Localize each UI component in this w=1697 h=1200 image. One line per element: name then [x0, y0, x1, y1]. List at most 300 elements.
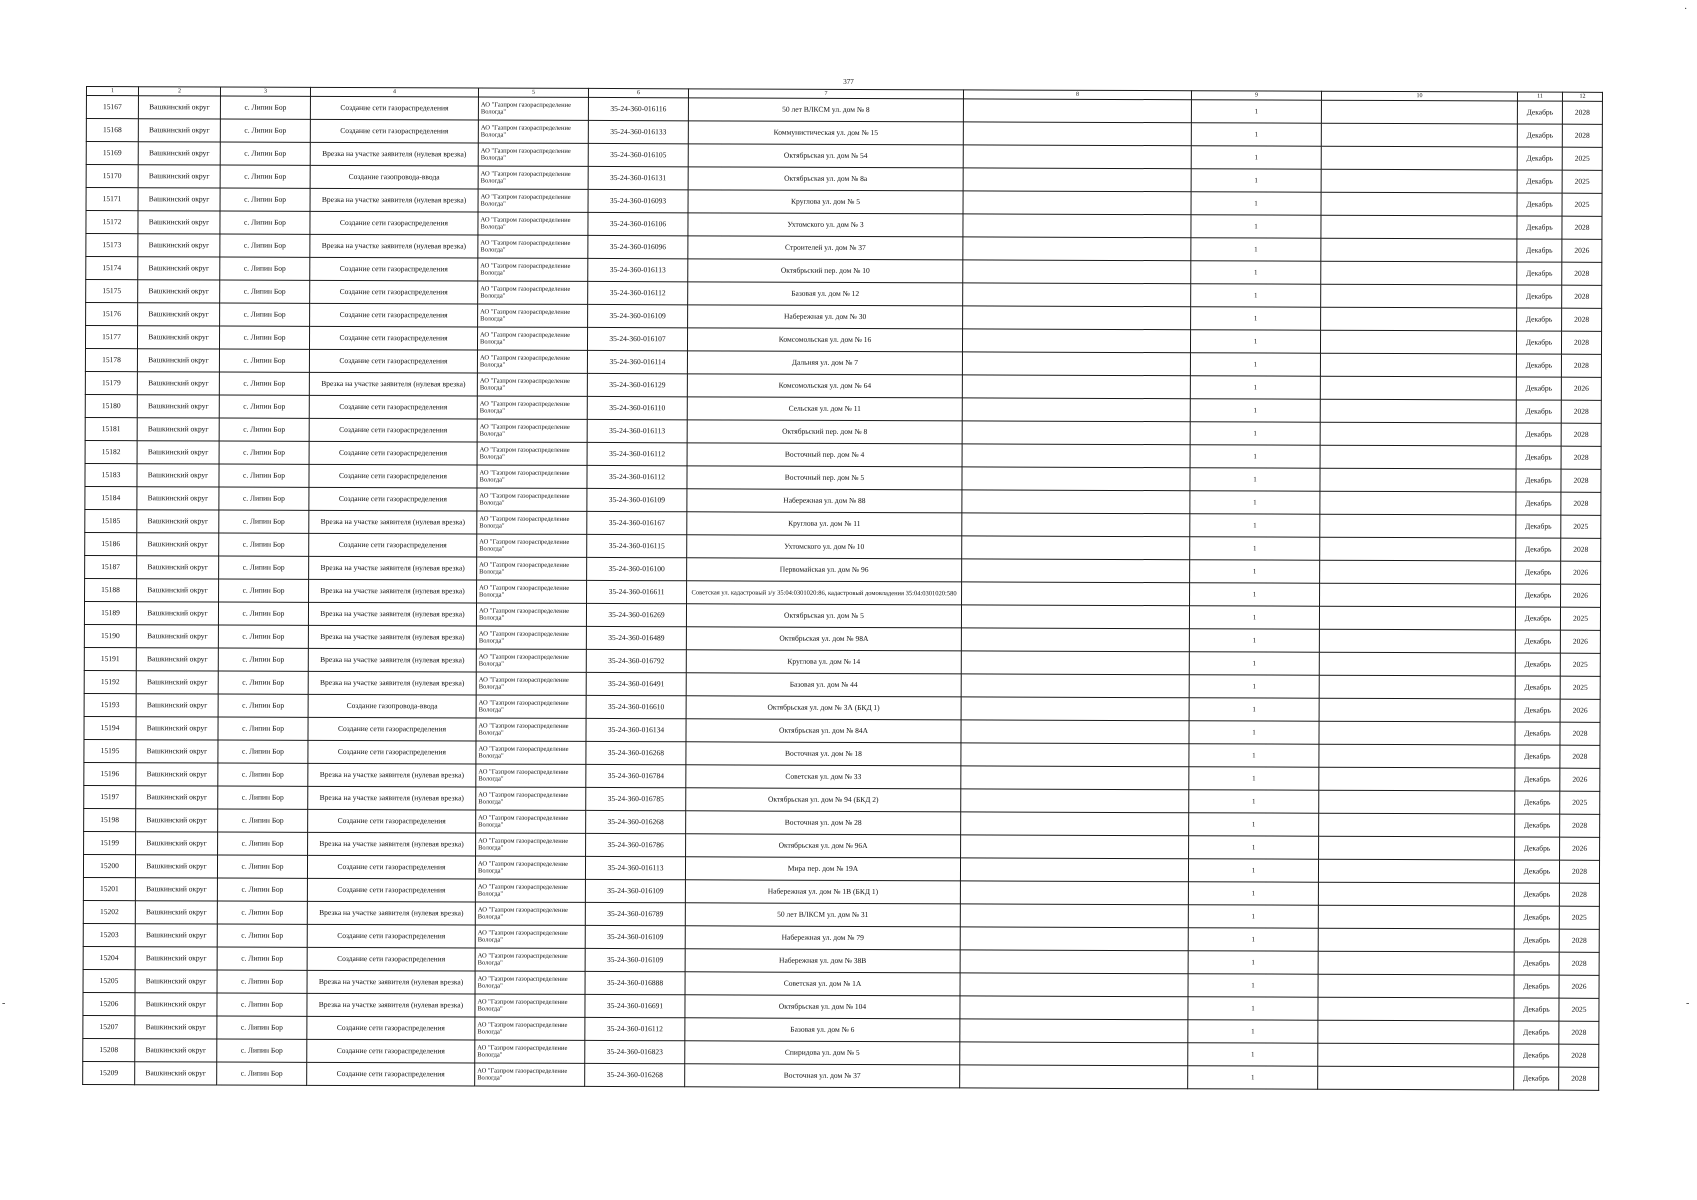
- cell-locality: с. Липин Бор: [218, 809, 308, 832]
- cell-work-type: Создание сети газораспределения: [307, 1039, 475, 1063]
- cell-month: Декабрь: [1515, 837, 1560, 860]
- cell-work-type: Создание сети газораспределения: [307, 1062, 475, 1086]
- cell-locality: с. Липин Бор: [220, 303, 310, 326]
- cell-month: Декабрь: [1517, 216, 1562, 239]
- cell-count: 1: [1190, 560, 1320, 583]
- cell-count: 1: [1191, 123, 1321, 146]
- header-col-code: 6: [588, 88, 688, 97]
- cell-operator: АО "Газпром газораспределение Вологда": [478, 97, 588, 120]
- cell-locality: с. Липин Бор: [217, 878, 307, 901]
- header-col-address: 7: [688, 89, 963, 99]
- cell-10: [1318, 997, 1514, 1021]
- cell-count: 1: [1189, 629, 1319, 652]
- cell-year: 2028: [1561, 354, 1601, 377]
- cell-work-type: Врезка на участке заявителя (нулевая врезка): [310, 142, 478, 166]
- cell-count: 1: [1191, 261, 1321, 284]
- cell-code: 35-24-360-016113: [585, 856, 685, 879]
- cell-address: Строителей ул. дом № 37: [688, 236, 963, 260]
- cell-locality: с. Липин Бор: [219, 556, 309, 579]
- cell-year: 2028: [1560, 814, 1600, 837]
- cell-year: 2028: [1561, 492, 1601, 515]
- cell-code: 35-24-360-016823: [585, 1040, 685, 1063]
- cell-code: 35-24-360-016112: [585, 1017, 685, 1040]
- cell-operator: АО "Газпром газораспределение Вологда": [476, 672, 586, 695]
- cell-code: 35-24-360-016133: [588, 120, 688, 143]
- cell-year: 2026: [1559, 975, 1599, 998]
- cell-district: Вашкинский округ: [138, 211, 220, 234]
- cell-8: [962, 490, 1190, 514]
- cell-address: Набережная ул. дом № 88: [687, 489, 962, 513]
- cell-address: Комсомольская ул. дом № 16: [687, 328, 962, 352]
- cell-locality: с. Липин Бор: [217, 1016, 307, 1039]
- cell-number: 15204: [83, 946, 135, 969]
- cell-count: 1: [1188, 1020, 1318, 1043]
- cell-district: Вашкинский округ: [135, 947, 217, 970]
- cell-code: 35-24-360-016109: [588, 304, 688, 327]
- cell-address: Восточная ул. дом № 28: [686, 811, 961, 835]
- cell-code: 35-24-360-016888: [585, 971, 685, 994]
- cell-8: [962, 467, 1190, 491]
- cell-number: 15175: [86, 280, 138, 303]
- cell-address: Октябрьская ул. дом № 54: [688, 144, 963, 168]
- table-row: [83, 1061, 1599, 1090]
- cell-number: 15189: [84, 601, 136, 624]
- cell-year: 2026: [1560, 699, 1600, 722]
- cell-10: [1318, 1066, 1514, 1090]
- cell-work-type: Создание сети газораспределения: [307, 878, 475, 902]
- cell-district: Вашкинский округ: [137, 556, 219, 579]
- cell-month: Декабрь: [1517, 147, 1562, 170]
- cell-number: 15206: [83, 992, 135, 1015]
- cell-count: 1: [1189, 606, 1319, 629]
- cell-8: [961, 812, 1189, 836]
- cell-month: Декабрь: [1516, 400, 1561, 423]
- cell-number: 15170: [86, 165, 138, 188]
- cell-count: 1: [1188, 859, 1318, 882]
- cell-8: [960, 973, 1188, 997]
- cell-month: Декабрь: [1514, 975, 1559, 998]
- cell-address: Октябрьская ул. дом № 98А: [686, 627, 961, 651]
- cell-month: Декабрь: [1516, 331, 1561, 354]
- cell-count: 1: [1191, 146, 1321, 169]
- cell-code: 35-24-360-016109: [585, 925, 685, 948]
- cell-month: Декабрь: [1516, 469, 1561, 492]
- cell-year: 2028: [1561, 400, 1601, 423]
- cell-district: Вашкинский округ: [136, 832, 218, 855]
- cell-locality: с. Липин Бор: [217, 993, 307, 1016]
- cell-10: [1320, 376, 1516, 400]
- cell-count: 1: [1190, 399, 1320, 422]
- cell-address: Комсомольская ул. дом № 64: [687, 374, 962, 398]
- cell-year: 2028: [1559, 883, 1599, 906]
- cell-number: 15180: [85, 394, 137, 417]
- cell-month: Декабрь: [1517, 170, 1562, 193]
- cell-address: Круглова ул. дом № 14: [686, 650, 961, 674]
- cell-10: [1320, 583, 1516, 607]
- cell-locality: с. Липин Бор: [219, 579, 309, 602]
- cell-10: [1321, 123, 1517, 147]
- cell-district: Вашкинский округ: [137, 579, 219, 602]
- cell-number: 15169: [86, 142, 138, 165]
- cell-10: [1320, 330, 1516, 354]
- cell-number: 15172: [86, 211, 138, 234]
- cell-district: Вашкинский округ: [137, 510, 219, 533]
- cell-month: Декабрь: [1514, 1044, 1559, 1067]
- cell-10: [1321, 238, 1517, 262]
- cell-year: 2028: [1561, 469, 1601, 492]
- cell-month: Декабрь: [1515, 814, 1560, 837]
- cell-year: 2026: [1560, 837, 1600, 860]
- cell-count: 1: [1190, 537, 1320, 560]
- cell-address: Спиридова ул. дом № 5: [685, 1041, 960, 1065]
- cell-count: 1: [1191, 215, 1321, 238]
- cell-8: [962, 444, 1190, 468]
- cell-code: 35-24-360-016792: [586, 649, 686, 672]
- cell-address: Октябрьская ул. дом № 5: [686, 604, 961, 628]
- cell-work-type: Врезка на участке заявителя (нулевая врезка): [308, 648, 476, 672]
- cell-year: 2028: [1560, 745, 1600, 768]
- cell-number: 15208: [83, 1038, 135, 1061]
- cell-operator: АО "Газпром газораспределение Вологда": [478, 258, 588, 281]
- cell-10: [1319, 675, 1515, 699]
- cell-10: [1320, 560, 1516, 584]
- cell-locality: с. Липин Бор: [219, 441, 309, 464]
- cell-year: 2026: [1560, 630, 1600, 653]
- cell-year: 2025: [1559, 998, 1599, 1021]
- cell-address: Октябрьский пер. дом № 10: [688, 259, 963, 283]
- cell-8: [961, 766, 1189, 790]
- edge-mark-left: -: [2, 998, 6, 1009]
- header-col-number: 1: [86, 87, 138, 96]
- cell-month: Декабрь: [1517, 308, 1562, 331]
- cell-number: 15187: [85, 555, 137, 578]
- cell-operator: АО "Газпром газораспределение Вологда": [478, 189, 588, 212]
- cell-code: 35-24-360-016268: [585, 1063, 685, 1086]
- cell-work-type: Создание сети газораспределения: [307, 855, 475, 879]
- cell-8: [962, 398, 1190, 422]
- cell-month: Декабрь: [1517, 101, 1562, 124]
- cell-code: 35-24-360-016269: [586, 603, 686, 626]
- cell-work-type: Врезка на участке заявителя (нулевая врезка): [309, 372, 477, 396]
- cell-code: 35-24-360-016109: [587, 488, 687, 511]
- cell-operator: АО "Газпром газораспределение Вологда": [477, 419, 587, 442]
- cell-address: Восточная ул. дом № 37: [685, 1064, 960, 1088]
- cell-year: 2025: [1560, 791, 1600, 814]
- cell-number: 15192: [84, 670, 136, 693]
- cell-operator: АО "Газпром газораспределение Вологда": [477, 534, 587, 557]
- cell-number: 15194: [84, 716, 136, 739]
- cell-address: Восточная ул. дом № 18: [686, 742, 961, 766]
- cell-year: 2028: [1562, 262, 1602, 285]
- cell-locality: с. Липин Бор: [218, 717, 308, 740]
- cell-8: [961, 789, 1189, 813]
- cell-count: 1: [1188, 997, 1318, 1020]
- cell-10: [1320, 422, 1516, 446]
- cell-10: [1320, 445, 1516, 469]
- cell-district: Вашкинский округ: [136, 740, 218, 763]
- cell-operator: АО "Газпром газораспределение Вологда": [476, 833, 586, 856]
- cell-operator: АО "Газпром газораспределение Вологда": [478, 143, 588, 166]
- cell-code: 35-24-360-016167: [587, 511, 687, 534]
- cell-operator: АО "Газпром газораспределение Вологда": [478, 166, 588, 189]
- cell-address: Сельская ул. дом № 11: [687, 397, 962, 421]
- cell-number: 15167: [86, 96, 138, 119]
- cell-count: 1: [1188, 974, 1318, 997]
- cell-code: 35-24-360-016113: [587, 419, 687, 442]
- cell-month: Декабрь: [1517, 262, 1562, 285]
- cell-count: 1: [1190, 422, 1320, 445]
- cell-10: [1321, 146, 1517, 170]
- cell-district: Вашкинский округ: [138, 280, 220, 303]
- cell-count: 1: [1190, 583, 1320, 606]
- cell-operator: АО "Газпром газораспределение Вологда": [475, 925, 585, 948]
- cell-locality: с. Липин Бор: [220, 119, 310, 142]
- cell-code: 35-24-360-016116: [588, 97, 688, 120]
- edge-mark-right: -: [1686, 998, 1690, 1009]
- cell-operator: АО "Газпром газораспределение Вологда": [475, 902, 585, 925]
- cell-10: [1321, 215, 1517, 239]
- cell-month: Декабрь: [1516, 515, 1561, 538]
- cell-year: 2028: [1561, 331, 1601, 354]
- cell-address: Базовая ул. дом № 12: [688, 282, 963, 306]
- cell-number: 15209: [83, 1061, 135, 1084]
- cell-address: Советская ул. кадастровый з/у 35:04:0301020:86, кадастровый домовладения 35:04:0301020:580: [687, 581, 962, 605]
- cell-count: 1: [1188, 1066, 1318, 1089]
- cell-code: 35-24-360-016784: [586, 764, 686, 787]
- cell-district: Вашкинский округ: [135, 1016, 217, 1039]
- cell-year: 2028: [1562, 124, 1602, 147]
- cell-year: 2028: [1561, 538, 1601, 561]
- cell-10: [1319, 652, 1515, 676]
- cell-district: Вашкинский округ: [137, 326, 219, 349]
- cell-count: 1: [1189, 721, 1319, 744]
- cell-locality: с. Липин Бор: [219, 533, 309, 556]
- cell-work-type: Создание сети газораспределения: [310, 119, 478, 143]
- cell-locality: с. Липин Бор: [217, 924, 307, 947]
- cell-operator: АО "Газпром газораспределение Вологда": [475, 948, 585, 971]
- cell-district: Вашкинский округ: [135, 970, 217, 993]
- cell-count: 1: [1188, 928, 1318, 951]
- cell-8: [961, 697, 1189, 721]
- cell-8: [963, 122, 1191, 146]
- cell-10: [1318, 859, 1514, 883]
- cell-8: [960, 904, 1188, 928]
- cell-number: 15191: [84, 647, 136, 670]
- cell-month: Декабрь: [1516, 354, 1561, 377]
- cell-operator: АО "Газпром газораспределение Вологда": [478, 304, 588, 327]
- cell-code: 35-24-360-016109: [585, 948, 685, 971]
- cell-year: 2026: [1561, 561, 1601, 584]
- cell-8: [961, 743, 1189, 767]
- cell-locality: с. Липин Бор: [217, 947, 307, 970]
- cell-10: [1320, 537, 1516, 561]
- cell-address: Советская ул. дом № 33: [686, 765, 961, 789]
- cell-code: 35-24-360-016105: [588, 143, 688, 166]
- cell-count: 1: [1189, 767, 1319, 790]
- cell-8: [960, 927, 1188, 951]
- cell-work-type: Врезка на участке заявителя (нулевая врезка): [308, 786, 476, 810]
- cell-number: 15181: [85, 417, 137, 440]
- cell-10: [1321, 307, 1517, 331]
- cell-operator: АО "Газпром газораспределение Вологда": [477, 465, 587, 488]
- cell-number: 15168: [86, 119, 138, 142]
- cell-operator: АО "Газпром газораспределение Вологда": [475, 856, 585, 879]
- cell-month: Декабрь: [1515, 630, 1560, 653]
- cell-code: 35-24-360-016093: [588, 189, 688, 212]
- cell-year: 2025: [1560, 653, 1600, 676]
- cell-work-type: Создание газопровода-ввода: [310, 165, 478, 189]
- cell-operator: АО "Газпром газораспределение Вологда": [475, 879, 585, 902]
- cell-locality: с. Липин Бор: [219, 372, 309, 395]
- cell-10: [1318, 951, 1514, 975]
- cell-8: [961, 628, 1189, 652]
- cell-month: Декабрь: [1515, 653, 1560, 676]
- cell-locality: с. Липин Бор: [218, 740, 308, 763]
- cell-count: 1: [1191, 307, 1321, 330]
- cell-district: Вашкинский округ: [138, 257, 220, 280]
- cell-year: 2025: [1562, 170, 1602, 193]
- header-col-year: 12: [1562, 92, 1602, 101]
- cell-month: Декабрь: [1515, 607, 1560, 630]
- cell-work-type: Создание сети газораспределения: [309, 441, 477, 465]
- header-col-count: 9: [1191, 91, 1321, 100]
- cell-count: 1: [1191, 100, 1321, 123]
- cell-work-type: Создание сети газораспределения: [308, 717, 476, 741]
- cell-8: [960, 1042, 1188, 1066]
- cell-10: [1318, 882, 1514, 906]
- cell-district: Вашкинский округ: [136, 625, 218, 648]
- cell-operator: АО "Газпром газораспределение Вологда": [476, 626, 586, 649]
- cell-locality: с. Липин Бор: [217, 901, 307, 924]
- cell-operator: АО "Газпром газораспределение Вологда": [478, 120, 588, 143]
- cell-locality: с. Липин Бор: [217, 970, 307, 993]
- cell-district: Вашкинский округ: [136, 694, 218, 717]
- cell-locality: с. Липин Бор: [220, 211, 310, 234]
- cell-locality: с. Липин Бор: [218, 671, 308, 694]
- cell-district: Вашкинский округ: [138, 142, 220, 165]
- cell-10: [1319, 698, 1515, 722]
- cell-count: 1: [1189, 675, 1319, 698]
- cell-count: 1: [1190, 376, 1320, 399]
- edge-mark-top-right: ·: [1684, 4, 1688, 15]
- cell-operator: АО "Газпром газораспределение Вологда": [476, 695, 586, 718]
- cell-address: Набережная ул. дом № 79: [685, 926, 960, 950]
- cell-district: Вашкинский округ: [137, 349, 219, 372]
- cell-month: Декабрь: [1514, 1021, 1559, 1044]
- cell-address: Коммунистическая ул. дом № 15: [688, 121, 963, 145]
- cell-month: Декабрь: [1515, 791, 1560, 814]
- cell-district: Вашкинский округ: [135, 1062, 217, 1085]
- cell-count: 1: [1189, 698, 1319, 721]
- cell-district: Вашкинский округ: [135, 1039, 217, 1062]
- cell-district: Вашкинский округ: [136, 763, 218, 786]
- cell-locality: с. Липин Бор: [218, 694, 308, 717]
- cell-count: 1: [1191, 238, 1321, 261]
- cell-work-type: Врезка на участке заявителя (нулевая врезка): [310, 234, 478, 258]
- cell-count: 1: [1191, 192, 1321, 215]
- cell-8: [963, 260, 1191, 284]
- cell-work-type: Создание сети газораспределения: [308, 809, 476, 833]
- cell-work-type: Создание сети газораспределения: [310, 211, 478, 235]
- cell-work-type: Врезка на участке заявителя (нулевая врезка): [307, 901, 475, 925]
- cell-count: 1: [1191, 284, 1321, 307]
- table-body: [83, 96, 1603, 1091]
- cell-operator: АО "Газпром газораспределение Вологда": [476, 649, 586, 672]
- cell-district: Вашкинский округ: [137, 487, 219, 510]
- cell-district: Вашкинский округ: [137, 395, 219, 418]
- cell-work-type: Врезка на участке заявителя (нулевая врезка): [309, 510, 477, 534]
- cell-work-type: Врезка на участке заявителя (нулевая врезка): [308, 602, 476, 626]
- cell-code: 35-24-360-016113: [588, 258, 688, 281]
- cell-count: 1: [1189, 652, 1319, 675]
- cell-operator: АО "Газпром газораспределение Вологда": [477, 488, 587, 511]
- cell-8: [962, 559, 1190, 583]
- cell-work-type: Врезка на участке заявителя (нулевая врезка): [309, 579, 477, 603]
- cell-year: 2028: [1559, 952, 1599, 975]
- cell-code: 35-24-360-016131: [588, 166, 688, 189]
- cell-locality: с. Липин Бор: [218, 602, 308, 625]
- cell-district: Вашкинский округ: [135, 924, 217, 947]
- cell-8: [963, 99, 1191, 123]
- cell-number: 15174: [86, 257, 138, 280]
- cell-10: [1319, 790, 1515, 814]
- cell-locality: с. Липин Бор: [219, 487, 309, 510]
- cell-locality: с. Липин Бор: [219, 326, 309, 349]
- cell-code: 35-24-360-016107: [587, 327, 687, 350]
- cell-month: Декабрь: [1514, 929, 1559, 952]
- cell-district: Вашкинский округ: [137, 418, 219, 441]
- cell-10: [1319, 813, 1515, 837]
- cell-code: 35-24-360-016268: [586, 741, 686, 764]
- cell-year: 2026: [1560, 768, 1600, 791]
- cell-locality: с. Липин Бор: [219, 395, 309, 418]
- cell-code: 35-24-360-016112: [588, 281, 688, 304]
- cell-district: Вашкинский округ: [135, 993, 217, 1016]
- cell-district: Вашкинский округ: [138, 165, 220, 188]
- cell-10: [1320, 514, 1516, 538]
- cell-address: Октябрьская ул. дом № 3А (БКД 1): [686, 696, 961, 720]
- cell-8: [960, 1019, 1188, 1043]
- cell-month: Декабрь: [1516, 377, 1561, 400]
- cell-operator: АО "Газпром газораспределение Вологда": [475, 1063, 585, 1086]
- cell-8: [963, 214, 1191, 238]
- cell-address: Дальняя ул. дом № 7: [687, 351, 962, 375]
- header-col-work-type: 4: [310, 87, 478, 97]
- cell-number: 15178: [85, 349, 137, 372]
- cell-8: [960, 1065, 1188, 1089]
- cell-number: 15190: [84, 624, 136, 647]
- cell-number: 15185: [85, 509, 137, 532]
- cell-number: 15197: [84, 785, 136, 808]
- cell-work-type: Создание сети газораспределения: [309, 418, 477, 442]
- cell-year: 2028: [1559, 1044, 1599, 1067]
- cell-10: [1321, 261, 1517, 285]
- cell-locality: с. Липин Бор: [219, 349, 309, 372]
- cell-locality: с. Липин Бор: [219, 418, 309, 441]
- cell-8: [961, 835, 1189, 859]
- cell-month: Декабрь: [1516, 423, 1561, 446]
- cell-count: 1: [1188, 951, 1318, 974]
- cell-district: Вашкинский округ: [138, 119, 220, 142]
- cell-10: [1320, 353, 1516, 377]
- cell-code: 35-24-360-016115: [587, 534, 687, 557]
- cell-count: 1: [1188, 1043, 1318, 1066]
- cell-operator: АО "Газпром газораспределение Вологда": [477, 350, 587, 373]
- cell-year: 2025: [1561, 515, 1601, 538]
- cell-8: [961, 720, 1189, 744]
- cell-8: [962, 329, 1190, 353]
- cell-count: 1: [1190, 514, 1320, 537]
